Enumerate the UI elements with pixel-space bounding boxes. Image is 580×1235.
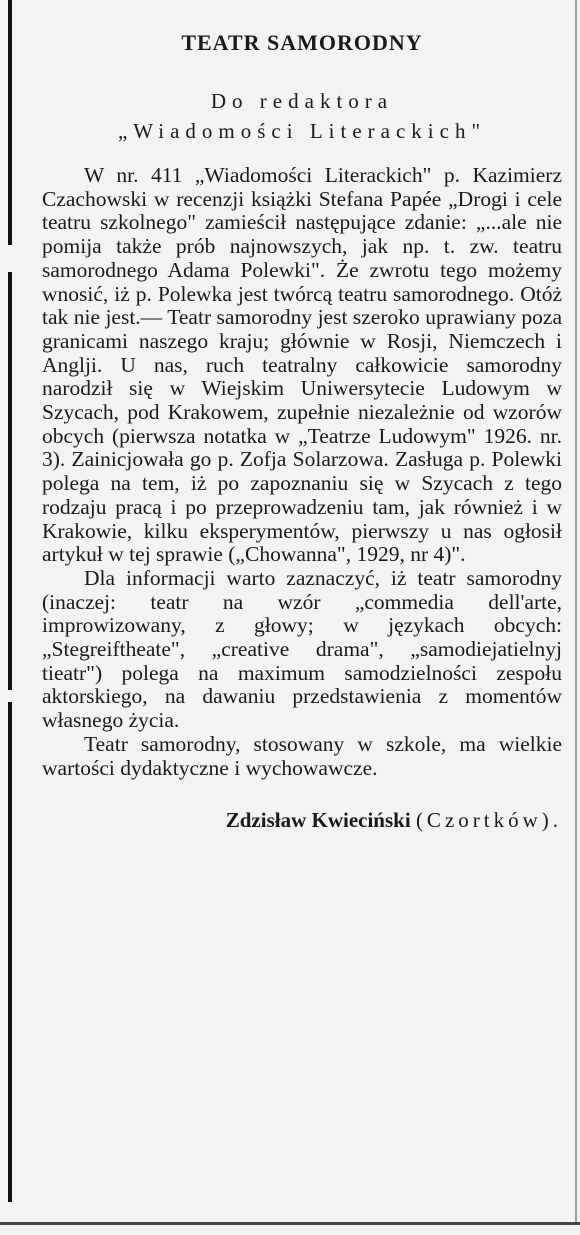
addressee xyxy=(42,86,562,146)
article-body xyxy=(42,164,562,780)
column-rule xyxy=(8,702,12,1202)
author-name: Zdzisław Kwieciński xyxy=(225,808,411,833)
column-rule xyxy=(8,0,12,245)
addressee-line: „Wiadomości Literackich" xyxy=(117,119,487,143)
paragraph: W nr. 411 „Wiadomości Literackich" p. Kazimierz Czachowski w recenzji książki Stefana Papée „Drogi i cele teatru szkolnego" zamieścił następujące zdanie: „...ale nie pomija także prób najnowszych, jak np. t. zw. teatru samorodnego Adama Polewki". Że zwrotu tego możemy wnosić, iż p. Polewka jest twórcą teatru samorodnego. Otóż tak nie jest.— Teatr samorodny jest szeroko uprawiany poza granicami naszego kraju; głównie w Rosji, Niemczech i Anglji. U nas, ruch teatralny całkowicie samorodny narodził się w Wiejskim Uniwersytecie Ludowym w Szycach, pod Krakowem, zupełnie niezależnie od wzorów obcych (pierwsza notatka w „Teatrze Ludowym" 1926. nr. 3). Zainicjowała go p. Zofja Solarzowa. Zasługa p. Polewki polega na tem, iż po zapoznaniu się w Szycach z tego rodzaju pracą i po przeprowadzeniu tam, jak również i w Krakowie, kilku eksperymentów, pierwszy u nas ogłosił artykuł w tej sprawie („Chowanna", 1929, nr 4)". xyxy=(42,163,562,567)
page-bottom-rule xyxy=(0,1222,580,1225)
paragraph: Teatr samorodny, stosowany w szkole, ma wielkie wartości dydaktyczne i wychowawcze. xyxy=(42,731,562,780)
article xyxy=(42,30,562,833)
article-title: TEATR SAMORODNY xyxy=(181,30,423,55)
addressee-line: Do redaktora xyxy=(210,89,394,113)
column-rule xyxy=(8,272,12,690)
author-place: (Czortków). xyxy=(415,808,562,833)
paragraph: Dla informacji warto zaznaczyć, iż teatr samorodny (inaczej: teatr na wzór „commedia dell'arte, improwizowany, z głowy; w językach obcych: „Stegreiftheate", „creative drama", „samodiejatielnyj tieatr") polega na maximum samodzielności zespołu aktorskiego, na dawaniu przedstawienia z momentów własnego życia. xyxy=(42,565,562,733)
signature xyxy=(42,808,562,833)
column-rule xyxy=(575,0,577,1225)
